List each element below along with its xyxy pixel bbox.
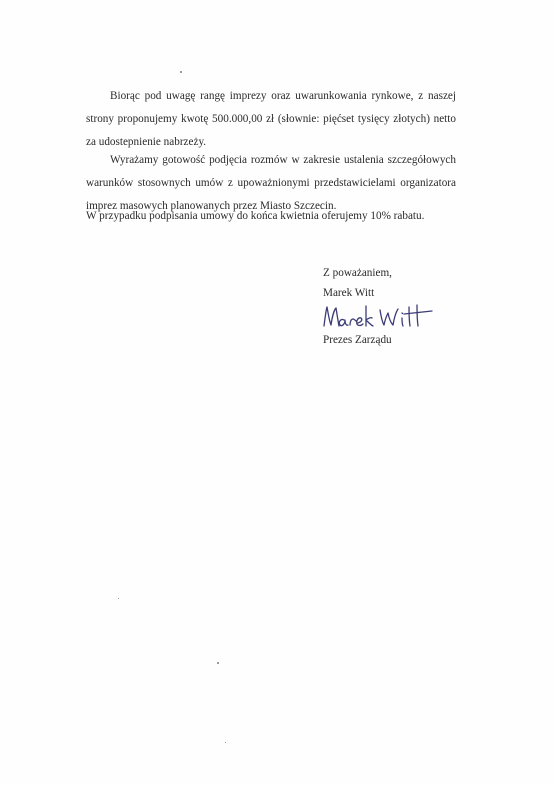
scan-speck [225,742,226,743]
offer-paragraph: Biorąc pod uwagę rangę imprezy oraz uwarunkowania rynkowe, z naszej strony proponujemy kwotę 500.000,00 zł (słownie: pięćset tysięcy złotych) netto za udostepnienie nabrzeży. [86,90,456,148]
handwritten-signature [318,300,458,334]
closing-greeting: Z poważaniem, [323,267,392,279]
discount-paragraph: W przypadku podpisania umowy do końca kwietnia oferujemy 10% rabatu. [86,210,425,222]
negotiation-paragraph: Wyrażamy gotowość podjęcia rozmów w zakresie ustalenia szczegółowych warunków stosownych umów z upoważnionymi przedstawicielami organizatora imprez masowych planowanych przez Miasto Szczecin. [86,154,456,212]
scan-speck [118,598,119,599]
scan-speck [217,662,219,664]
scan-speck [180,71,182,73]
signatory-title: Prezes Zarządu [323,334,392,346]
signatory-name: Marek Witt [323,287,375,299]
